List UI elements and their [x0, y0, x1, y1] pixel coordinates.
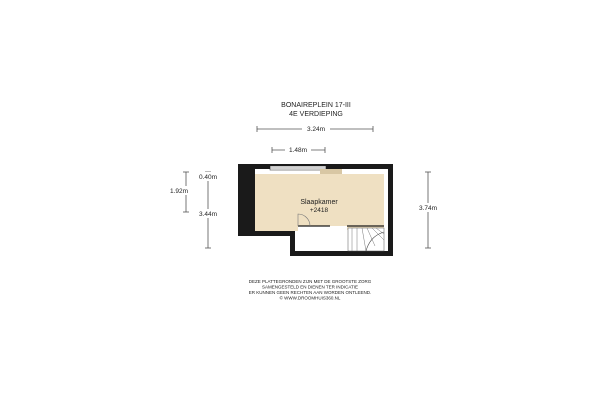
dimension-right-height	[415, 172, 441, 248]
left-top-offset-label: 0.40m	[198, 174, 218, 181]
stairs	[348, 228, 384, 251]
disclaimer-line-1: DEZE PLATTEGRONDEN ZIJN MET DE GROOTSTE ZORG	[248, 279, 372, 284]
dimension-total-width	[257, 124, 373, 133]
disclaimer-line-3: ER KUNNEN GEEN RECHTEN AAN WORDEN ONTLEEND.	[248, 290, 372, 295]
dimension-left-segments	[196, 172, 220, 248]
total-width-label: 3.24m	[306, 126, 326, 133]
inner-width-label: 1.48m	[288, 147, 308, 154]
floor-title: 4E VERDIEPING	[289, 111, 343, 118]
left-total-label: 1.92m	[169, 188, 189, 195]
top-inner-ledge	[320, 169, 342, 174]
address-title: BONAIREPLEIN 17-III	[281, 102, 351, 109]
dimension-inner-width	[272, 145, 325, 154]
disclaimer-line-2: SAMENGESTELD EN DIENEN TER INDICATIE	[261, 284, 359, 290]
right-height-label: 3.74m	[418, 205, 438, 212]
room-name: Slaapkamer	[300, 199, 338, 206]
left-inner-wall	[243, 169, 255, 231]
room-height: +2418	[309, 207, 329, 214]
hallway	[298, 231, 348, 251]
dimension-left-total	[169, 172, 191, 212]
left-lower-label: 3.44m	[198, 211, 218, 218]
disclaimer-line-4: © WWW.DROOMHUIS360.NL	[279, 295, 341, 301]
